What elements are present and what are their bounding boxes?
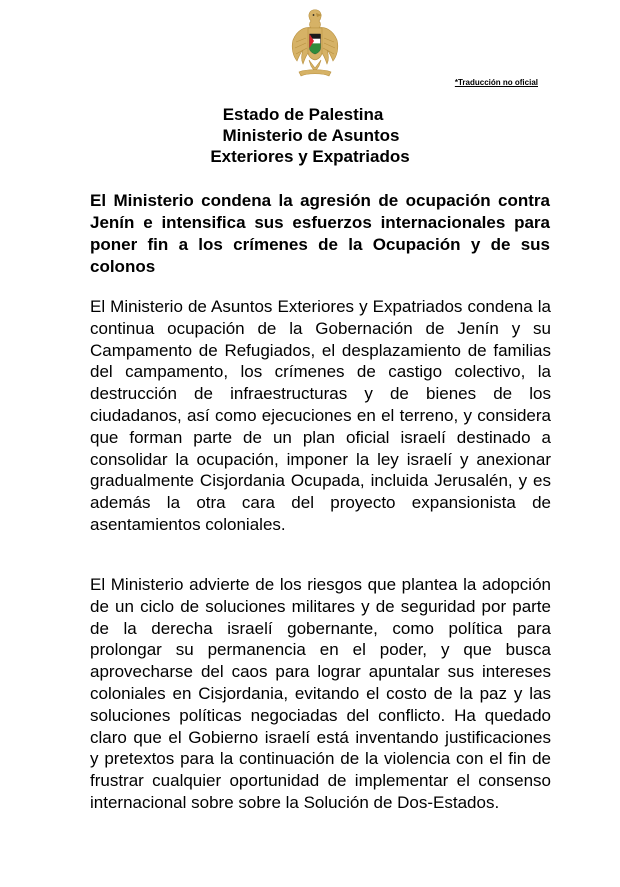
document-title: El Ministerio condena la agresión de ocupación contra Jenín e intensifica sus esfuerzos internacionales para poner fin a los crímenes de la Ocupación y de sus colonos <box>90 191 550 276</box>
header-state-name: Estado de Palestina <box>222 105 384 124</box>
document-header <box>0 104 620 167</box>
palestine-eagle-emblem-icon <box>289 6 341 80</box>
header-ministry-line2: Exteriores y Expatriados <box>210 147 410 166</box>
header-ministry-line1: Ministerio de Asuntos <box>222 126 400 145</box>
unofficial-translation-note: *Traducción no oficial <box>454 78 538 87</box>
paragraph-1: El Ministerio de Asuntos Exteriores y Expatriados condena la continua ocupación de la Gobernación de Jenín y su Campamento de Refugiados, el desplazamiento de familias del campamento, los crímenes de castigo colectivo, la destrucción de infraestructuras y de bienes de los ciudadanos, así como ejecuciones en el terreno, y considera que forman parte de un plan oficial israelí destinado a consolidar la ocupación, imponer la ley israelí y anexionar gradualmente Cisjordania Ocupada, incluida Jerusalén, y es además la otra cara del proyecto expansionista de asentamientos coloniales. <box>90 297 551 534</box>
paragraph-2: El Ministerio advierte de los riesgos que plantea la adopción de un ciclo de soluciones militares y de seguridad por parte de la derecha israelí gobernante, como política para prolongar su permanencia en el poder, y que busca aprovecharse del caos para lograr apuntalar sus intereses coloniales en Cisjordania, evitando el costo de la paz y las soluciones políticas negociadas del conflicto. Ha quedado claro que el Gobierno israelí está inventando justificaciones y pretextos para la continuación de la violencia con el fin de frustrar cualquier oportunidad de implementar el consenso internacional sobre sobre la Solución de Dos-Estados. <box>90 575 551 812</box>
